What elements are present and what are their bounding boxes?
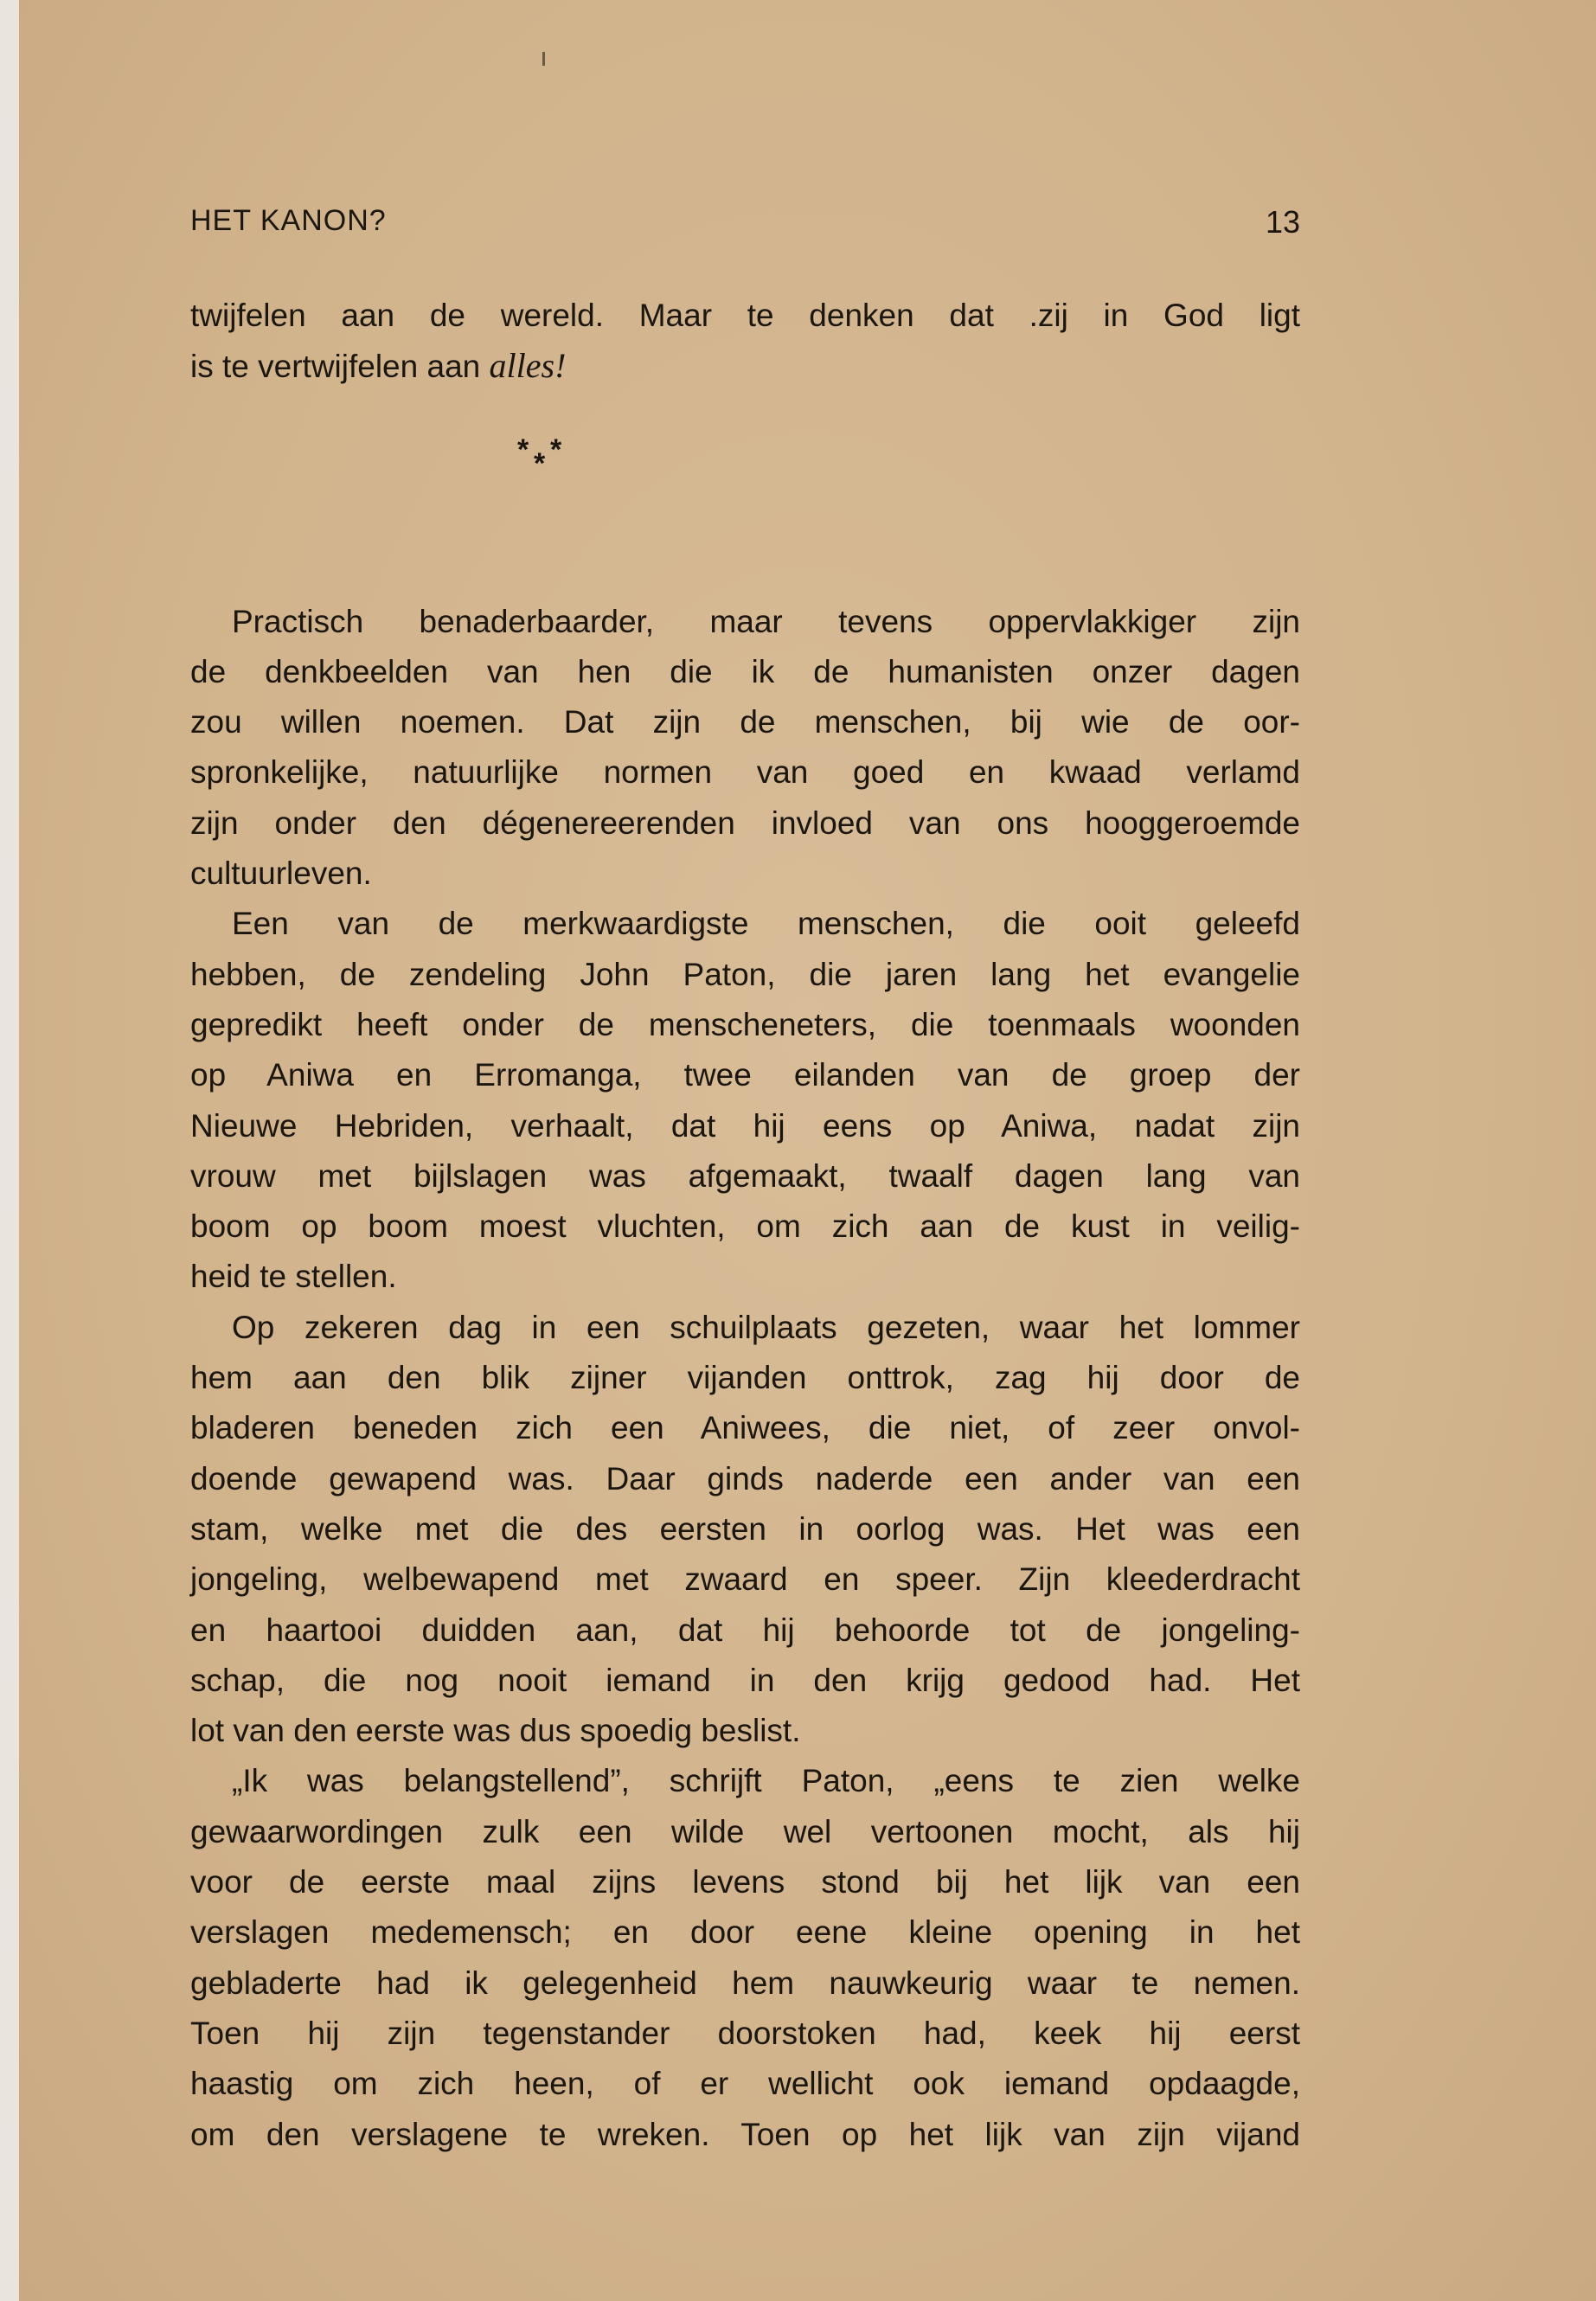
section-separator — [190, 392, 1300, 597]
running-header — [190, 204, 1300, 242]
line-text: „Ik was belangstellend”, schrijft Paton, „eens te zien welke — [232, 1763, 1300, 1799]
scan-edge — [0, 0, 19, 2301]
line-text: gebladerte had ik gelegenheid hem nauwkeurig waar te nemen. — [190, 1965, 1300, 2001]
text-line — [190, 1907, 1300, 1958]
line-text: vrouw met bijlslagen was afgemaakt, twaalf dagen lang van — [190, 1157, 1300, 1194]
text-line — [190, 697, 1300, 747]
text-line — [190, 597, 1300, 647]
text-line — [190, 849, 1300, 899]
line-text: om den verslagene te wreken. Toen op het lijk van zijn vijand — [190, 2116, 1300, 2152]
page-number: 13 — [1265, 204, 1300, 240]
text-line — [190, 747, 1300, 798]
line-text: gewaarwordingen zulk een wilde wel vertoonen mocht, als hij — [190, 1813, 1300, 1849]
line-text: zijn onder den dégenereerenden invloed van ons hooggeroemde — [190, 804, 1300, 841]
text-line — [190, 341, 1300, 391]
line-text: jongeling, welbewapend met zwaard en speer. Zijn kleederdracht — [190, 1561, 1300, 1598]
text-line — [190, 647, 1300, 697]
running-title: HET KANON? — [190, 204, 387, 237]
text-line — [190, 1504, 1300, 1554]
line-text: bladeren beneden zich een Aniwees, die niet, of zeer onvol- — [190, 1410, 1300, 1446]
page-body — [190, 291, 1300, 2160]
line-text: spronkelijke, natuurlijke normen van goed en kwaad verlamd — [190, 754, 1300, 791]
line-text: lot van den eerste was dus spoedig beslist. — [190, 1713, 801, 1749]
text-line — [190, 1958, 1300, 2009]
text-line — [190, 291, 1300, 341]
text-line — [190, 1151, 1300, 1202]
line-text: cultuurleven. — [190, 856, 372, 892]
line-text: zou willen noemen. Dat zijn de menschen, bij wie de oor- — [190, 704, 1300, 740]
text-line — [190, 899, 1300, 949]
text-line — [190, 1756, 1300, 1806]
text-line — [190, 1706, 1300, 1756]
asterisk-icon: * — [517, 433, 529, 466]
text-line — [190, 2059, 1300, 2109]
line-text: gepredikt heeft onder de menscheneters, die toenmaals woonden — [190, 1006, 1300, 1042]
line-text: is te vertwijfelen aan — [190, 349, 490, 385]
line-text: de denkbeelden van hen die ik de humanisten onzer dagen — [190, 653, 1300, 689]
text-line — [190, 1050, 1300, 1100]
line-text: Toen hij zijn tegenstander doorstoken had, keek hij eerst — [190, 2015, 1300, 2051]
text-line — [190, 1403, 1300, 1453]
line-text: Nieuwe Hebriden, verhaalt, dat hij eens op Aniwa, nadat zijn — [190, 1107, 1300, 1144]
text-line — [190, 1353, 1300, 1403]
text-line — [190, 1202, 1300, 1252]
text-line — [190, 1252, 1300, 1302]
text-line — [190, 798, 1300, 849]
line-text: heid te stellen. — [190, 1259, 397, 1295]
line-text: hem aan den blik zijner vijanden onttrok, zag hij door de — [190, 1360, 1300, 1396]
line-text: Op zekeren dag in een schuilplaats gezeten, waar het lommer — [232, 1309, 1300, 1345]
line-text: Practisch benaderbaarder, maar tevens oppervlakkiger zijn — [232, 603, 1300, 639]
text-line — [190, 1101, 1300, 1151]
text-line — [190, 1807, 1300, 1857]
line-text: stam, welke met die des eersten in oorlog was. Het was een — [190, 1510, 1300, 1547]
line-text: op Aniwa en Erromanga, twee eilanden van de groep der — [190, 1057, 1300, 1093]
asterisk-icon: * — [550, 433, 562, 466]
ink-mark — [542, 52, 545, 66]
line-text: doende gewapend was. Daar ginds naderde een ander van een — [190, 1460, 1300, 1497]
line-text: en haartooi duidden aan, dat hij behoorde tot de jongeling- — [190, 1612, 1300, 1648]
line-text: schap, die nog nooit iemand in den krijg gedood had. Het — [190, 1662, 1300, 1698]
text-line — [190, 1000, 1300, 1050]
text-line — [190, 1857, 1300, 1907]
text-line — [190, 1554, 1300, 1605]
text-line — [190, 1454, 1300, 1504]
line-text: hebben, de zendeling John Paton, die jaren lang het evangelie — [190, 956, 1300, 992]
text-line — [190, 1606, 1300, 1656]
line-text: Een van de merkwaardigste menschen, die ooit geleefd — [232, 906, 1300, 942]
line-text: verslagen medemensch; en door eene kleine opening in het — [190, 1914, 1300, 1951]
emphasis-text: alles! — [489, 346, 567, 386]
line-text: voor de eerste maal zijns levens stond bij het lijk van een — [190, 1864, 1300, 1900]
line-text: haastig om zich heen, of er wellicht ook iemand opdaagde, — [190, 2066, 1300, 2102]
text-line — [190, 1656, 1300, 1706]
asterisk-icon: * — [534, 446, 546, 480]
text-line — [190, 1303, 1300, 1353]
text-line — [190, 950, 1300, 1000]
line-text: twijfelen aan de wereld. Maar te denken dat .zij in God ligt — [190, 298, 1300, 333]
text-line — [190, 2009, 1300, 2059]
text-line — [190, 2110, 1300, 2160]
line-text: boom op boom moest vluchten, om zich aan de kust in veilig- — [190, 1208, 1300, 1245]
